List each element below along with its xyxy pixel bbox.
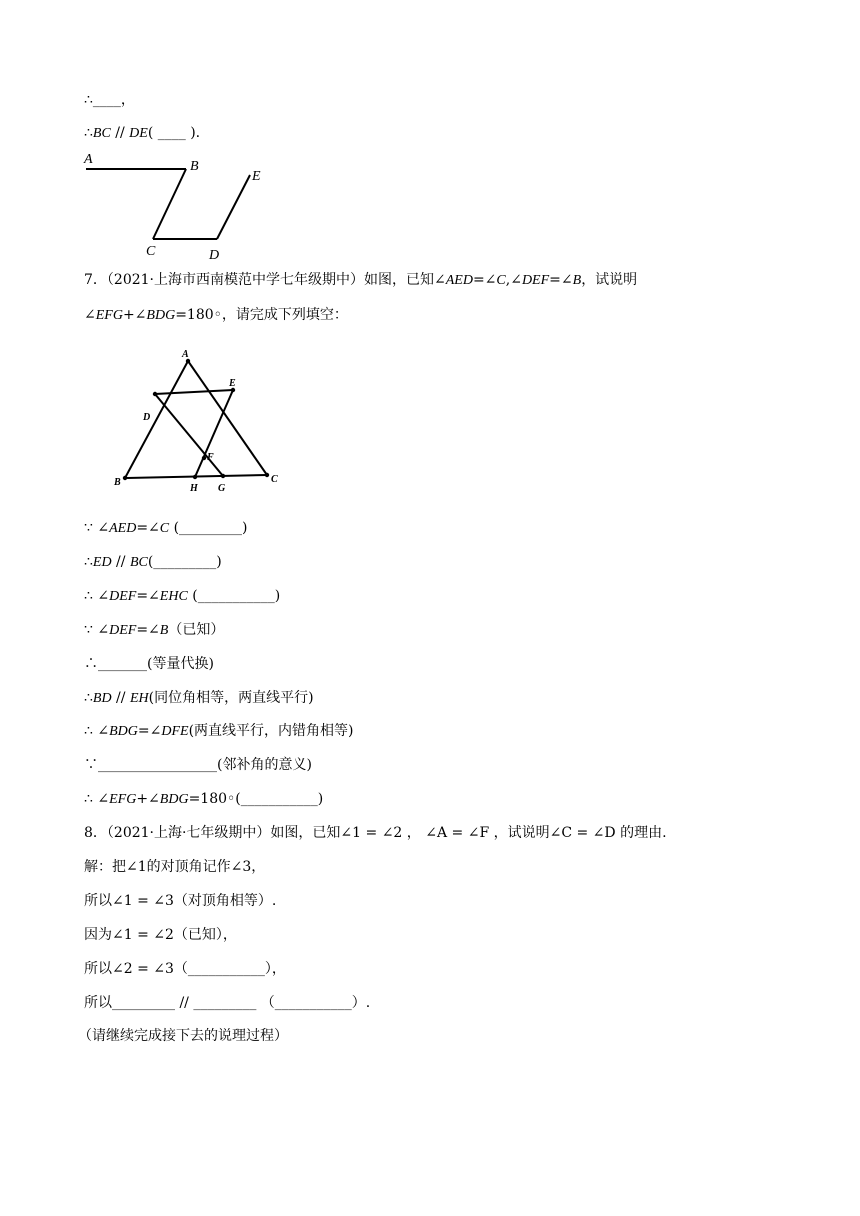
fig2-label-f: F — [207, 452, 214, 463]
fig2-label-e: E — [229, 378, 236, 389]
text-line-bc-parallel-de: ∴BC // DE( ____ ). — [84, 125, 201, 141]
fig2-label-b: B — [114, 477, 121, 488]
text-line-therefore-blank: ∴____， — [84, 92, 135, 108]
step-8: ∵_________________(邻补角的意义) — [84, 757, 312, 773]
question-7-stem-cont: ∠EFG+∠BDG=180◦，请完成下列填空： — [84, 307, 348, 323]
step-6: ∴BD // EH(同位角相等，两直线平行) — [84, 690, 314, 706]
fig1-label-a: A — [84, 152, 93, 167]
solution-line-4: 所以∠2 = ∠3（___________）， — [84, 961, 286, 977]
fig2-label-a: A — [182, 349, 189, 360]
question-8-stem: 8．（2021·上海·七年级期中）如图，已知∠1 = ∠2 ， ∠A = ∠F ，试说明∠C = ∠D 的理由. — [84, 825, 667, 841]
fig2-label-c: C — [271, 474, 278, 485]
fig1-label-b: B — [190, 159, 199, 174]
figure-triangle-abc — [105, 340, 295, 495]
solution-line-3: 因为∠1 = ∠2（已知）， — [84, 927, 237, 943]
step-3: ∴ ∠DEF=∠EHC (___________) — [84, 588, 281, 604]
fig2-label-d: D — [143, 412, 151, 423]
step-9: ∴ ∠EFG+∠BDG=180◦(___________) — [84, 791, 324, 807]
fig2-label-g: G — [218, 483, 226, 494]
fig1-label-d: D — [209, 248, 220, 263]
fig1-label-c: C — [146, 244, 156, 259]
solution-line-6: （请继续完成接下去的说理过程） — [78, 1028, 288, 1044]
solution-line-2: 所以∠1 = ∠3（对顶角相等）. — [84, 893, 277, 909]
figure-abcde — [80, 148, 280, 263]
step-1: ∵ ∠AED=∠C (_________) — [84, 520, 248, 536]
solution-line-1: 解：把∠1的对顶角记作∠3， — [84, 859, 266, 875]
question-7-stem: 7．（2021·上海市西南模范中学七年级期中）如图，已知∠AED=∠C,∠DEF=∠B，试说明 — [84, 272, 638, 288]
solution-line-5: 所以_________ // _________ （___________）. — [84, 995, 371, 1011]
step-4: ∵ ∠DEF=∠B（已知） — [84, 622, 225, 638]
step-5: ∴_______(等量代换) — [84, 656, 214, 672]
step-7: ∴ ∠BDG=∠DFE(两直线平行，内错角相等) — [84, 723, 354, 739]
fig2-label-h: H — [190, 483, 198, 494]
step-2: ∴ED // BC(_________) — [84, 554, 222, 570]
fig1-label-e: E — [252, 169, 261, 184]
